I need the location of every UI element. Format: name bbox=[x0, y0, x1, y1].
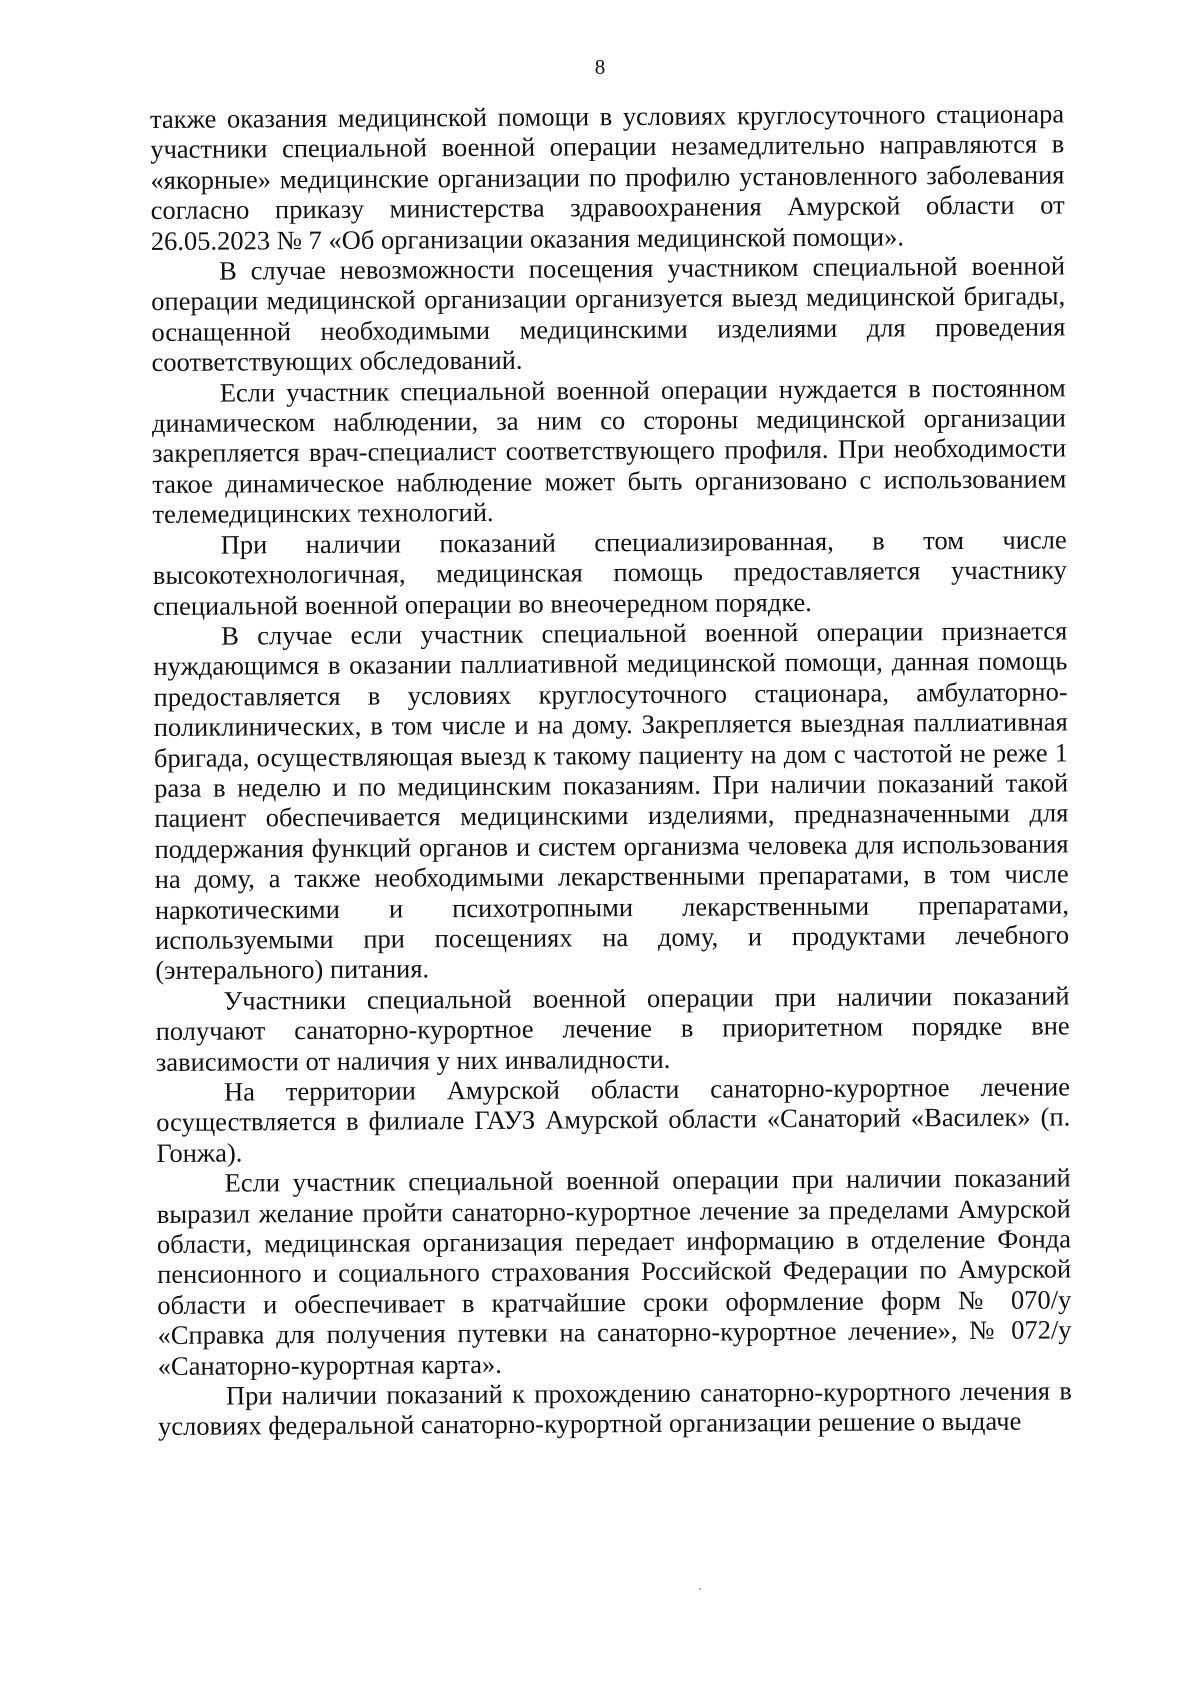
document-body bbox=[150, 98, 1072, 1441]
paragraph-sanatorium-priority: Участники специальной военной операции при наличии показаний получают санаторно-курортное лечение в приоритетном порядке вне зависимости от наличия у них инвалидности. bbox=[155, 980, 1070, 1077]
paragraph-sanatorium-amur: На территории Амурской области санаторно-курортное лечение осуществляется в филиале ГАУЗ Амурской области «Санаторий «Василек» (п. Гонжа). bbox=[156, 1071, 1071, 1168]
page-number: 8 bbox=[594, 55, 606, 79]
paragraph-continuation: также оказания медицинской помощи в условиях круглосуточного стационара участники специальной военной операции незамедлительно направляются в «якорные» медицинские организации по профилю установленного заболевания согласно приказу министерства здравоохранения Амурской области от 26.05.2023 № 7 «Об организации оказания медицинской помощи». bbox=[150, 98, 1065, 256]
paragraph-dynamic-observation: Если участник специальной военной операции нуждается в постоянном динамическом наблюдении, за ним со стороны медицинской организации закрепляется врач-специалист соответствующего профиля. При необходимости такое динамическое наблюдение может быть организовано с использованием телемедицинских технологий. bbox=[151, 372, 1067, 530]
paragraph-federal-sanatorium: При наличии показаний к прохождению санаторно-курортного лечения в условиях федеральной санаторно-курортной организации решение о выдаче bbox=[157, 1375, 1072, 1442]
paragraph-sanatorium-outside-region: Если участник специальной военной операции при наличии показаний выразил желание пройти санаторно-курортное лечение за пределами Амурской области, медицинская организация передает информацию в отделение Фонда пенсионного и социального страхования Российской Федерации по Амурской области и обеспечивает в кратчайшие сроки оформление форм № 070/у «Справка для получения путевки на санаторно-курортное лечение», № 072/у «Санаторно-курортная карта». bbox=[156, 1162, 1072, 1381]
paragraph-medical-brigade: В случае невозможности посещения участником специальной военной операции медицинской организации организуется выезд медицинской бригады, оснащенной необходимыми медицинскими изделиями для проведения соответствующих обследований. bbox=[151, 250, 1066, 378]
scan-speck bbox=[699, 1588, 701, 1590]
paragraph-palliative-care: В случае если участник специальной военной операции признается нуждающимся в оказании паллиативной медицинской помощи, данная помощь предоставляется в условиях круглосуточного стационара, амбулаторно-поликлинических, в том числе и на дому. Закрепляется выездная паллиативная бригада, осуществляющая выезд к такому пациенту на дом с частотой не реже 1 раза в неделю и по медицинским показаниям. При наличии показаний такой пациент обеспечивается медицинскими изделиями, предназначенными для поддержания функций органов и систем организма человека для использования на дому, а также необходимыми лекарственными препаратами, в том числе наркотическими и психотропными лекарственными препаратами, используемыми при посещениях на дому, и продуктами лечебного (энтерального) питания. bbox=[153, 615, 1070, 986]
paragraph-high-tech-care: При наличии показаний специализированная, в том числе высокотехнологичная, медицинская помощь предоставляется участнику специальной военной операции во внеочередном порядке. bbox=[152, 524, 1067, 621]
